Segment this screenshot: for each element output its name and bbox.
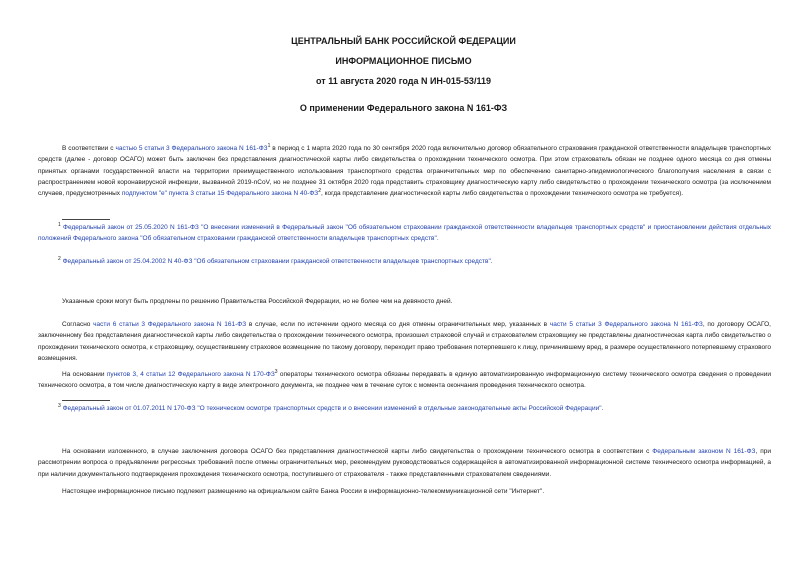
footnote-1-link[interactable]: Федеральный закон от 25.05.2020 N 161-ФЗ "О внесении изменений в Федеральный закон "Об обязательном страховании гражданской ответственности владельцев транспортных средств" и приостановлении действия отдельных положений Федерального закона "Об обязательном страховании гражданской ответственности владельцев транспортных средств". [38, 224, 771, 243]
paragraph-4: На основании пунктов 3, 4 статьи 12 Федерального закона N $170-ФЗ^3$ операторы технического осмотра обязаны передавать в единую автоматизированную информационную систему технического осмотра сведения о проведении технического осмотра, в том числе диагностическую карту в виде электронного документа, не позднее чем в течение суток с момента окончания проведения технического осмотра. [38, 368, 771, 390]
footnote-divider [62, 219, 110, 220]
footnote-2-link[interactable]: Федеральный закон от 25.04.2002 N 40-ФЗ "Об обязательном страховании гражданской ответственности владельцев транспортных средств". [60, 258, 493, 265]
document-subject: О применении Федерального закона N 161-ФЗ [299, 103, 508, 113]
issuer-title: ЦЕНТРАЛЬНЫЙ БАНК РОССИЙСКОЙ ФЕДЕРАЦИИ [291, 36, 516, 46]
paragraph-2: Указанные сроки могут быть продлены по решению Правительства Российской Федерации, но не более чем на девяносто дней. [62, 298, 453, 305]
link-part5-art3-161fz[interactable]: частью 5 статьи 3 Федерального закона N 161-ФЗ [115, 145, 268, 152]
paragraph-1: В соответствии с частью 5 статьи 3 Федерального закона N $161-ФЗ^1$ в период с 1 марта 2020 года по 30 сентября 2020 года включительно договор обязательного страхования гражданской ответственности владельцев транспортных средств (далее - договор ОСАГО) может быть заключен без представления диагностической карты либо свидетельства о прохождении технического осмотра. При этом страхователь обязан не позднее одного месяца со дня отмены принятых органами государственной власти на территории преимущественного использования транспортного средства ограничительных мер по обеспечению санитарно-эпидемиологического благополучия населения в связи с распространением новой коронавирусной инфекции, вызванной 2019-nCoV, но не позднее 31 октября 2020 года представить страховщику диагностическую карту либо свидетельство о прохождении технического осмотра (за исключением случаев, предусмотренных подпунктом "е" пункта 3 статьи 15 Федерального закона N $40-ФЗ^2$, когда представление диагностической карты либо свидетельства о прохождении технического осмотра не требуется). [38, 142, 771, 198]
link-subpoint-e-point3-art15-40fz[interactable]: подпунктом "е" пункта 3 статьи 15 Федерального закона N 40-ФЗ [121, 190, 319, 198]
footnote-divider-2 [62, 400, 110, 401]
footnote-ref-1: 1 [267, 142, 271, 149]
paragraph-3: Согласно части 6 статьи 3 Федерального закона N 161-ФЗ в случае, если по истечении одного месяца со дня отмены ограничительных мер, указанных в части 5 статьи 3 Федерального закона N 161-ФЗ, по договору ОСАГО, заключенному без представления диагностической карты либо свидетельства о прохождении технического осмотра, произошел страховой случай и страхователем страховщику не представлены диагностическая карта либо свидетельство о прохождении технического осмотра, к страховщику, осуществившему страховое возмещение по такому договору, переходит право требования потерпевшего к лицу, причинившему вред, в размере осуществленного потерпевшему страхового возмещения. [38, 321, 771, 362]
footnote-3: $^3$ Федеральный закон от 01.07.2011 N 170-ФЗ "О техническом осмотре транспортных средств и о внесении изменений в отдельные законодательные акты Российской Федерации". [58, 402, 604, 412]
link-part6-art3-161fz[interactable]: части 6 статьи 3 Федерального закона N 161-ФЗ [93, 321, 247, 328]
link-points3-4-art12-170fz[interactable]: пунктов 3, 4 статьи 12 Федерального закона N 170-ФЗ [106, 371, 275, 378]
footnote-ref-3: 3 [274, 368, 278, 375]
footnote-ref-2: 2 [318, 188, 321, 195]
link-federal-law-161fz[interactable]: Федеральным законом N 161-ФЗ [652, 448, 756, 455]
footnote-1: $^1$ Федеральный закон от 25.05.2020 N 161-ФЗ "О внесении изменений в Федеральный закон "Об обязательном страховании гражданской ответственности владельцев транспортных средств" и приостановлении действия отдельных положений Федерального закона "Об обязательном страховании гражданской ответственности владельцев транспортных средств". [38, 221, 771, 243]
footnote-3-link[interactable]: Федеральный закон от 01.07.2011 N 170-ФЗ "О техническом осмотре транспортных средств и о внесении изменений в отдельные законодательные акты Российской Федерации". [60, 405, 604, 412]
document-date-number: от 11 августа 2020 года N ИН-015-53/119 [316, 76, 491, 86]
document-type: ИНФОРМАЦИОННОЕ ПИСЬМО [335, 56, 472, 66]
footnote-2: $^2$ Федеральный закон от 25.04.2002 N 40-ФЗ "Об обязательном страховании гражданской ответственности владельцев транспортных средств". [58, 255, 493, 265]
link-part5-art3-161fz-2[interactable]: части 5 статьи 3 Федерального закона N 161-ФЗ [549, 321, 703, 328]
paragraph-5: На основании изложенного, в случае заключения договора ОСАГО без представления диагностической карты либо свидетельства о прохождении технического осмотра в соответствии с Федеральным законом N 161-ФЗ, при рассмотрении вопроса о предъявлении регрессных требований после отмены ограничительных мер, рекомендуем руководствоваться содержащейся в автоматизированной информационной системе технического осмотра информацией, а при наличии документального подтверждения прохождения технического осмотра, поступившего от страхователя - также представленными страхователем сведениями. [38, 448, 771, 478]
paragraph-6: Настоящее информационное письмо подлежит размещению на официальном сайте Банка России в информационно-телекоммуникационной сети "Интернет". [62, 488, 545, 495]
